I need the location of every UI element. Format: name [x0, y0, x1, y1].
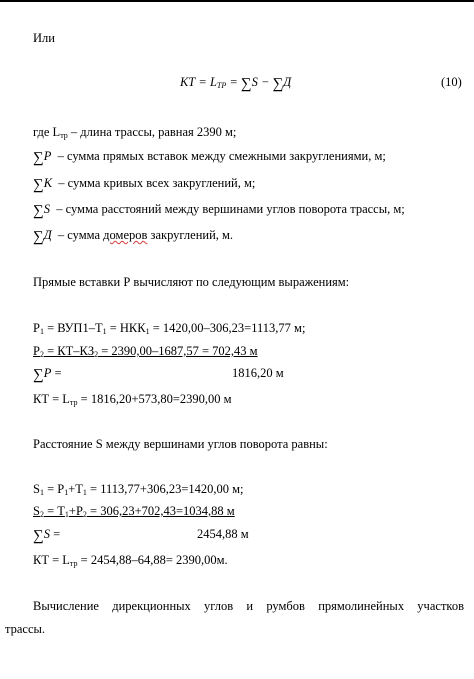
definition-item: ∑К – сумма кривых всех закруглений, м; [33, 176, 256, 193]
formula-number: (10) [441, 75, 462, 89]
closing-line-2: трассы. [5, 622, 46, 636]
distance-sum-value: 2454,88 м [197, 527, 249, 541]
insert-sum: ∑Р = [33, 366, 62, 383]
distance-sum: ∑S = [33, 527, 61, 544]
spellcheck-word: домеров [103, 228, 148, 242]
distance-s1: $S_1 = Р_1+Т_1 = 1113,77+306,23=1420,00$ м; [33, 482, 244, 497]
definition-length: где $L_{тр}$ – длина трассы, равная 2390 м; [33, 125, 237, 140]
inserts-heading: Прямые вставки Р вычисляют по следующим выражениям: [33, 275, 350, 289]
top-border-line [0, 0, 474, 2]
distance-s2: $S_2 = Т_1+Р_2 = 306,23+702,43=1034,88$ м [33, 504, 235, 519]
insert-p2: $Р_2 = КТ-КЗ_2 = 2390,00-1687,57 = 702,43$ м [33, 344, 258, 359]
insert-sum-value: 1816,20 м [232, 366, 284, 380]
closing-line-1: Вычисление дирекционных углов и румбов прямолинейных участков [33, 599, 464, 613]
definition-item: ∑Д – сумма домеров закруглений, м. [33, 228, 234, 245]
insert-p1: $Р_1 = ВУП1-Т_1 = НКК_1 = 1420,00-306,23=1113,77$ м; [33, 321, 306, 336]
definition-item: ∑Р – сумма прямых вставок между смежными закруглениями, м; [33, 149, 386, 166]
distances-heading: Расстояние S между вершинами углов поворота равны: [33, 437, 328, 451]
definition-item: ∑S – сумма расстояний между вершинами углов поворота трассы, м; [33, 202, 405, 219]
intro-word: Или [33, 31, 55, 45]
formula-expression: КТ = $L_{ТР} = \sum S - \sum Д$ [180, 75, 292, 92]
insert-kt: КТ = $L_{тр} = 1816,20+573,80=2390,00$ м [33, 392, 232, 407]
distance-kt: КТ = $L_{тр} = 2454,88-64,88= 2390,00м$. [33, 553, 228, 568]
